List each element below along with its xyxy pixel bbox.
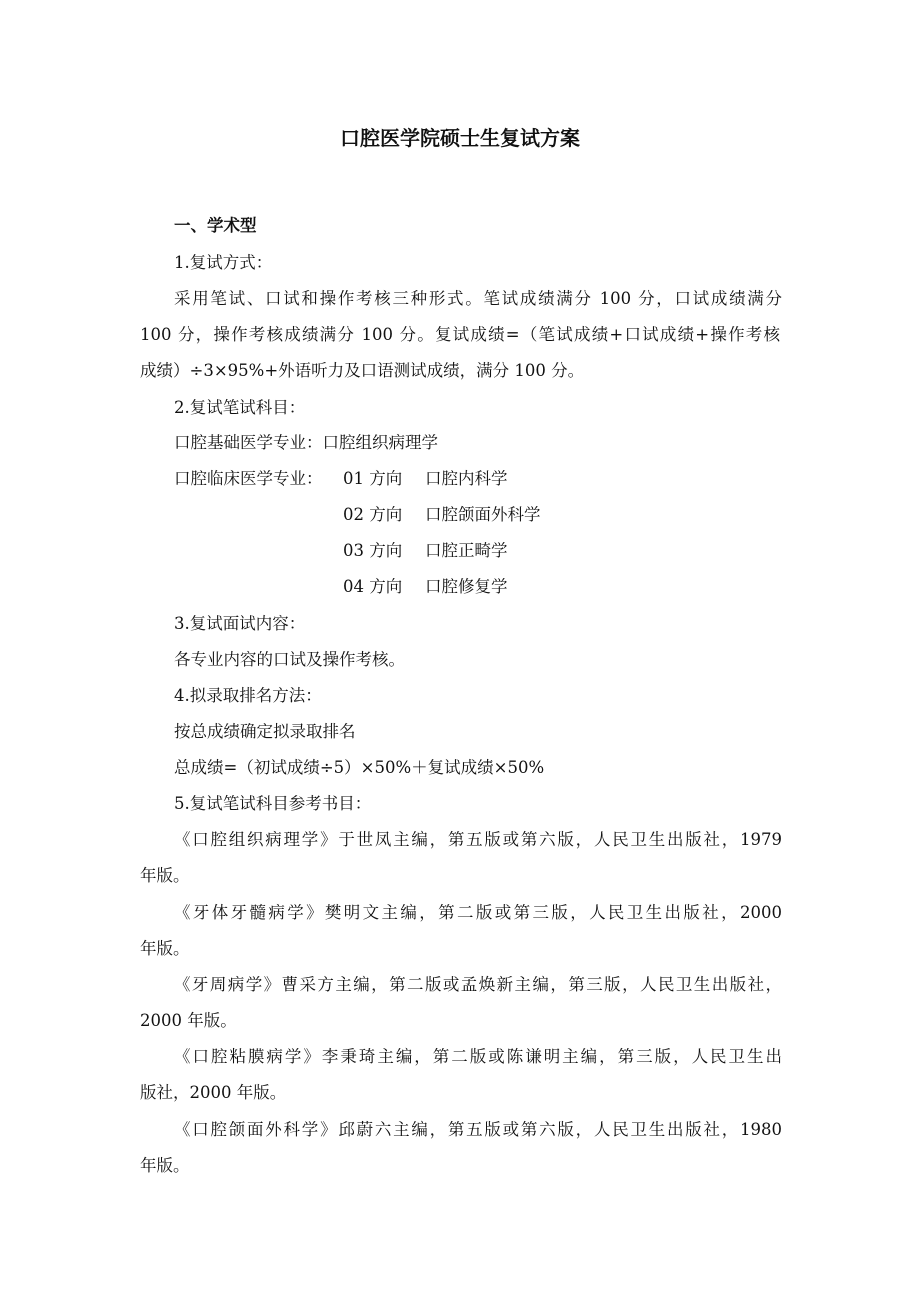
item5-heading: 5.复试笔试科目参考书目： [174,794,372,813]
item4-text: 按总成绩确定拟录取排名 [174,722,356,741]
item1-para-line: 成绩）÷3×95%+外语听力及口语测试成绩，满分 100 分。 [140,361,585,380]
item1-para-line: 采用笔试、口试和操作考核三种形式。笔试成绩满分 100 分，口试成绩满分 [174,289,782,308]
item3-text: 各专业内容的口试及操作考核。 [174,650,405,669]
total-score-formula: 总成绩=（初试成绩÷5）×50%＋复试成绩×50% [174,758,545,777]
reference-book-line: 《口腔组织病理学》于世凤主编，第五版或第六版，人民卫生出版社，1979 [174,830,782,849]
reference-book-line: 年版。 [140,939,190,958]
item3-heading: 3.复试面试内容： [174,614,306,633]
direction-code: 02 方向 [343,505,403,524]
clinical-major-label: 口腔临床医学专业： [174,469,323,488]
reference-book-line: 《口腔粘膜病学》李秉琦主编，第二版或陈谦明主编，第三版，人民卫生出 [174,1047,782,1066]
item1-para-line: 100 分，操作考核成绩满分 100 分。复试成绩=（笔试成绩+口试成绩+操作考核 [140,325,780,344]
page-title: 口腔医学院硕士生复试方案 [340,126,580,150]
direction-row [343,501,541,529]
direction-row [343,537,508,565]
reference-book-line: 《牙周病学》曹采方主编，第二版或孟焕新主编，第三版，人民卫生出版社， [174,975,782,994]
reference-book-line: 《牙体牙髓病学》樊明文主编，第二版或第三版，人民卫生出版社，2000 [174,903,782,922]
direction-code: 01 方向 [343,469,403,488]
reference-book-line: 版社，2000 年版。 [140,1083,287,1102]
direction-subject: 口腔颌面外科学 [425,505,541,524]
reference-book-line: 《口腔颌面外科学》邱蔚六主编，第五版或第六版，人民卫生出版社，1980 [174,1120,782,1139]
direction-row [343,573,508,601]
direction-row [343,465,508,493]
item1-heading: 1.复试方式： [174,253,273,272]
basic-major-subject: 口腔基础医学专业：口腔组织病理学 [174,433,438,452]
direction-subject: 口腔修复学 [425,577,508,596]
reference-book-line: 年版。 [140,1156,190,1175]
direction-subject: 口腔内科学 [425,469,508,488]
direction-subject: 口腔正畸学 [425,541,508,560]
reference-book-line: 2000 年版。 [140,1011,237,1030]
item2-heading: 2.复试笔试科目： [174,398,306,417]
direction-code: 03 方向 [343,541,403,560]
item4-heading: 4.拟录取排名方法： [174,686,322,705]
section-heading-academic: 一、学术型 [174,216,257,235]
reference-book-line: 年版。 [140,866,190,885]
direction-code: 04 方向 [343,577,403,596]
